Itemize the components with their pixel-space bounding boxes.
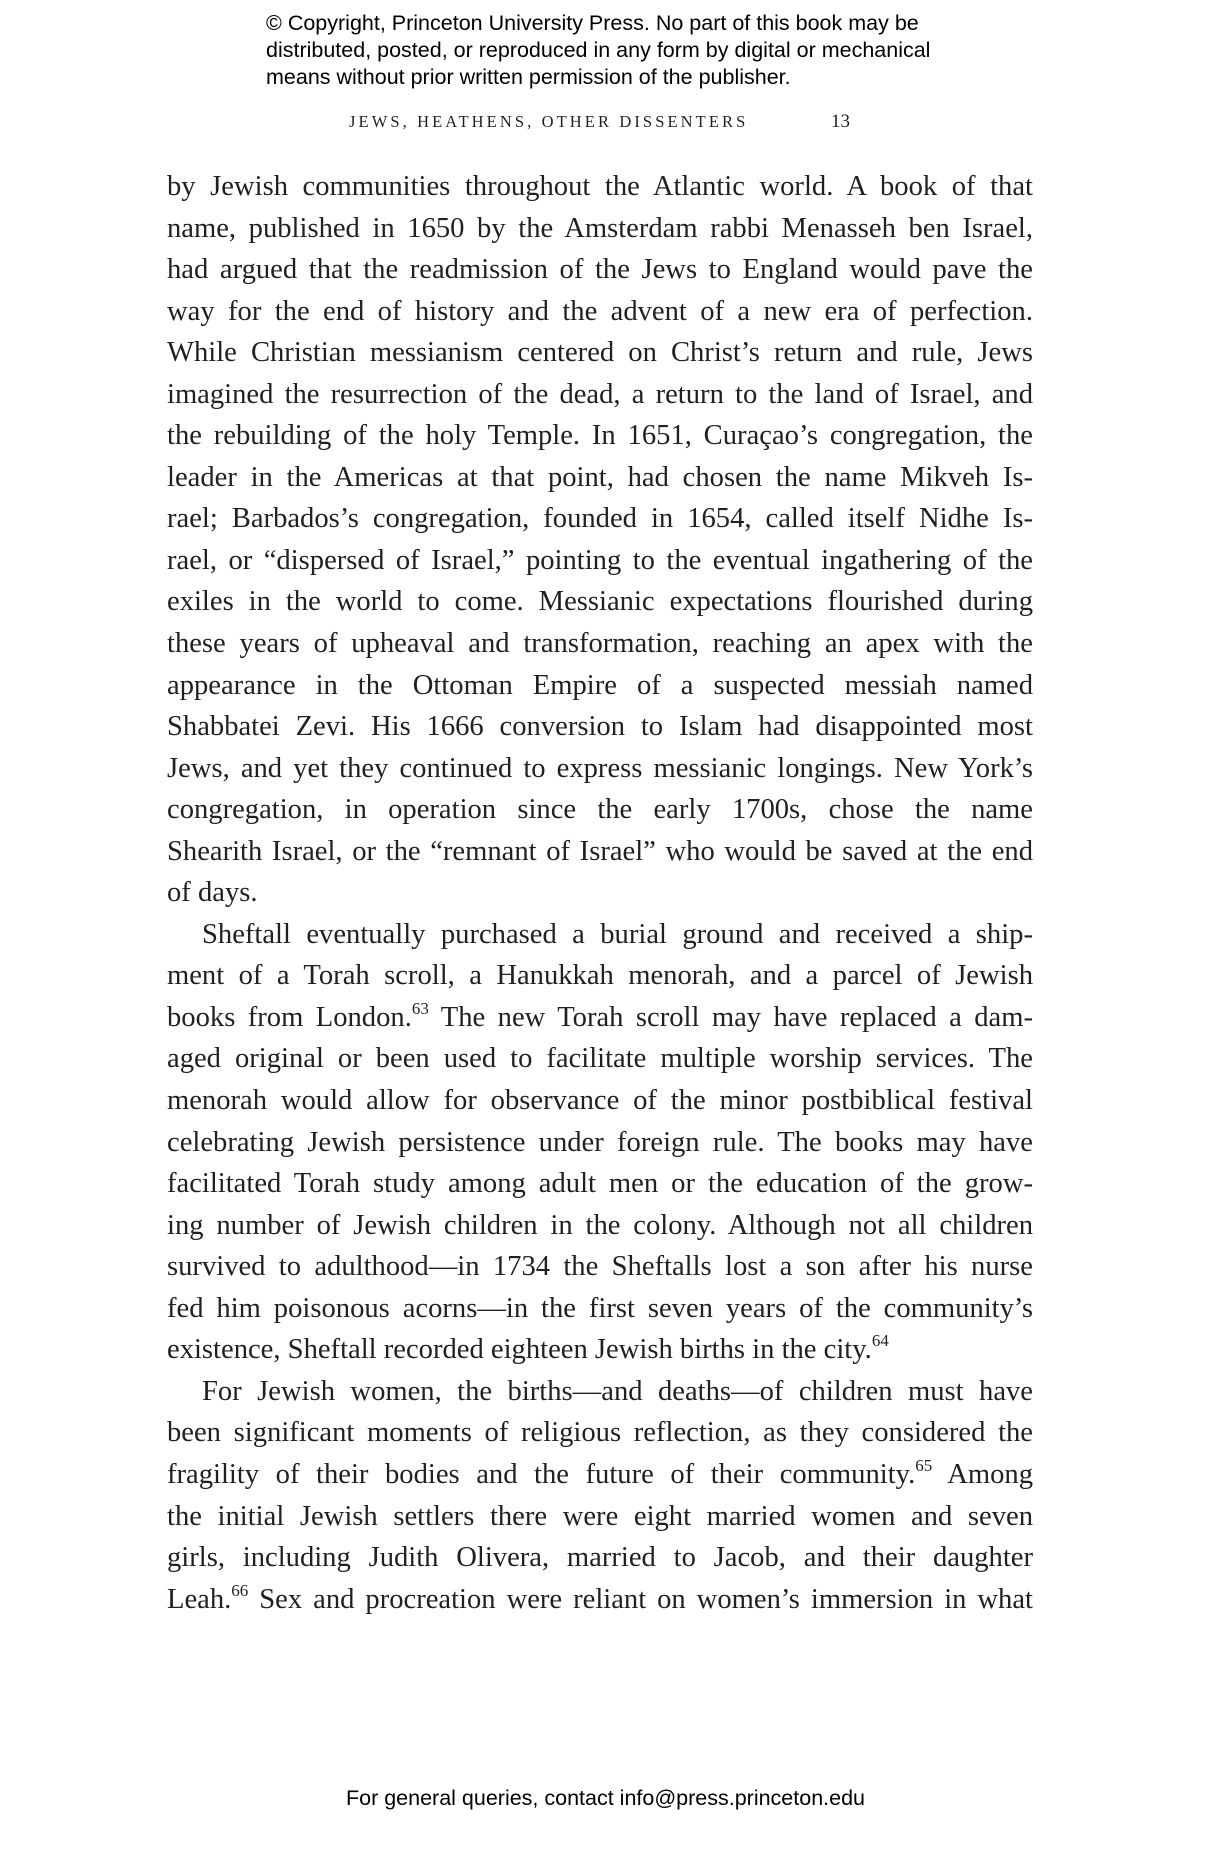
page-number: 13 bbox=[831, 111, 850, 132]
text-line: Leah.$^{66}$ Sex and procreation were reliant on women’s immersion in what bbox=[167, 1580, 1033, 1615]
text-line: fed him poisonous acorns—in the first seven years of the community’s bbox=[167, 1292, 1033, 1324]
text-line: imagined the resurrection of the dead, a return to the land of Israel, and bbox=[167, 378, 1033, 410]
text-line: the initial Jewish settlers there were eight married women and seven bbox=[167, 1500, 1033, 1532]
text-line: rael; Barbados’s congregation, founded in 1654, called itself Nidhe Is- bbox=[167, 503, 1033, 535]
text-line: congregation, in operation since the early 1700s, chose the name bbox=[167, 794, 1033, 826]
copyright-notice bbox=[266, 10, 986, 91]
paragraph-first-line: Sheftall eventually purchased a burial ground and received a ship- bbox=[202, 918, 1033, 950]
text-line: Shabbatei Zevi. His 1666 conversion to Islam had disappointed most bbox=[167, 711, 1033, 743]
text-line: been significant moments of religious reflection, as they considered the bbox=[167, 1417, 1033, 1449]
text-line: facilitated Torah study among adult men or the education of the grow- bbox=[167, 1168, 1033, 1200]
copyright-line: means without prior written permission of the publisher. bbox=[266, 65, 791, 89]
text-line: celebrating Jewish persistence under foreign rule. The books may have bbox=[167, 1126, 1033, 1158]
text-line: had argued that the readmission of the Jews to England would pave the bbox=[167, 254, 1033, 286]
text-line: fragility of their bodies and the future of their community.$^{65}$ Among bbox=[167, 1455, 1033, 1490]
text-line: existence, Sheftall recorded eighteen Jewish births in the city.$^{64}$ bbox=[167, 1331, 889, 1366]
text-line: ing number of Jewish children in the colony. Although not all children bbox=[167, 1209, 1033, 1241]
footnote-ref[interactable]: 65 bbox=[915, 1455, 933, 1475]
text-line: appearance in the Ottoman Empire of a suspected messiah named bbox=[167, 669, 1033, 701]
running-head-title: JEWS, HEATHENS, OTHER DISSENTERS bbox=[349, 112, 749, 131]
footer-contact: For general queries, contact info@press.princeton.edu bbox=[346, 1786, 866, 1810]
footnote-ref[interactable]: 63 bbox=[411, 998, 429, 1018]
text-line: While Christian messianism centered on Christ’s return and rule, Jews bbox=[167, 337, 1033, 369]
text-line: books from London.$^{63}$ The new Torah scroll may have replaced a dam- bbox=[167, 998, 1033, 1033]
text-line: girls, including Judith Olivera, married to Jacob, and their daughter bbox=[167, 1542, 1033, 1574]
footnote-ref[interactable]: 66 bbox=[231, 1580, 249, 1600]
body-text bbox=[167, 166, 1033, 1620]
text-line: leader in the Americas at that point, had chosen the name Mikveh Is- bbox=[167, 461, 1033, 493]
text-line: by Jewish communities throughout the Atlantic world. A book of that bbox=[167, 171, 1033, 202]
text-line: Shearith Israel, or the “remnant of Israel” who would be saved at the end bbox=[167, 835, 1033, 867]
text-line: these years of upheaval and transformation, reaching an apex with the bbox=[167, 628, 1033, 660]
text-line: survived to adulthood—in 1734 the Sheftalls lost a son after his nurse bbox=[167, 1251, 1033, 1283]
text-line: of days. bbox=[167, 877, 258, 909]
text-line: way for the end of history and the advent of a new era of perfection. bbox=[167, 295, 1033, 327]
text-line: rael, or “dispersed of Israel,” pointing to the eventual ingathering of the bbox=[167, 544, 1033, 576]
copyright-line: © Copyright, Princeton University Press. No part of this book may be bbox=[266, 11, 919, 35]
text-line: ment of a Torah scroll, a Hanukkah menorah, and a parcel of Jewish bbox=[167, 960, 1033, 992]
text-line: aged original or been used to facilitate multiple worship services. The bbox=[167, 1043, 1033, 1075]
text-line: exiles in the world to come. Messianic expectations flourished during bbox=[167, 586, 1033, 618]
footnote-ref[interactable]: 64 bbox=[871, 1331, 889, 1351]
copyright-line: distributed, posted, or reproduced in any form by digital or mechanical bbox=[266, 38, 931, 62]
text-line: name, published in 1650 by the Amsterdam rabbi Menasseh ben Israel, bbox=[167, 212, 1033, 244]
text-line: menorah would allow for observance of the minor postbiblical festival bbox=[167, 1085, 1033, 1117]
text-line: the rebuilding of the holy Temple. In 1651, Curaçao’s congregation, the bbox=[167, 420, 1033, 452]
paragraph-first-line: For Jewish women, the births—and deaths—of children must have bbox=[202, 1375, 1033, 1407]
text-line: Jews, and yet they continued to express messianic longings. New York’s bbox=[167, 752, 1033, 784]
